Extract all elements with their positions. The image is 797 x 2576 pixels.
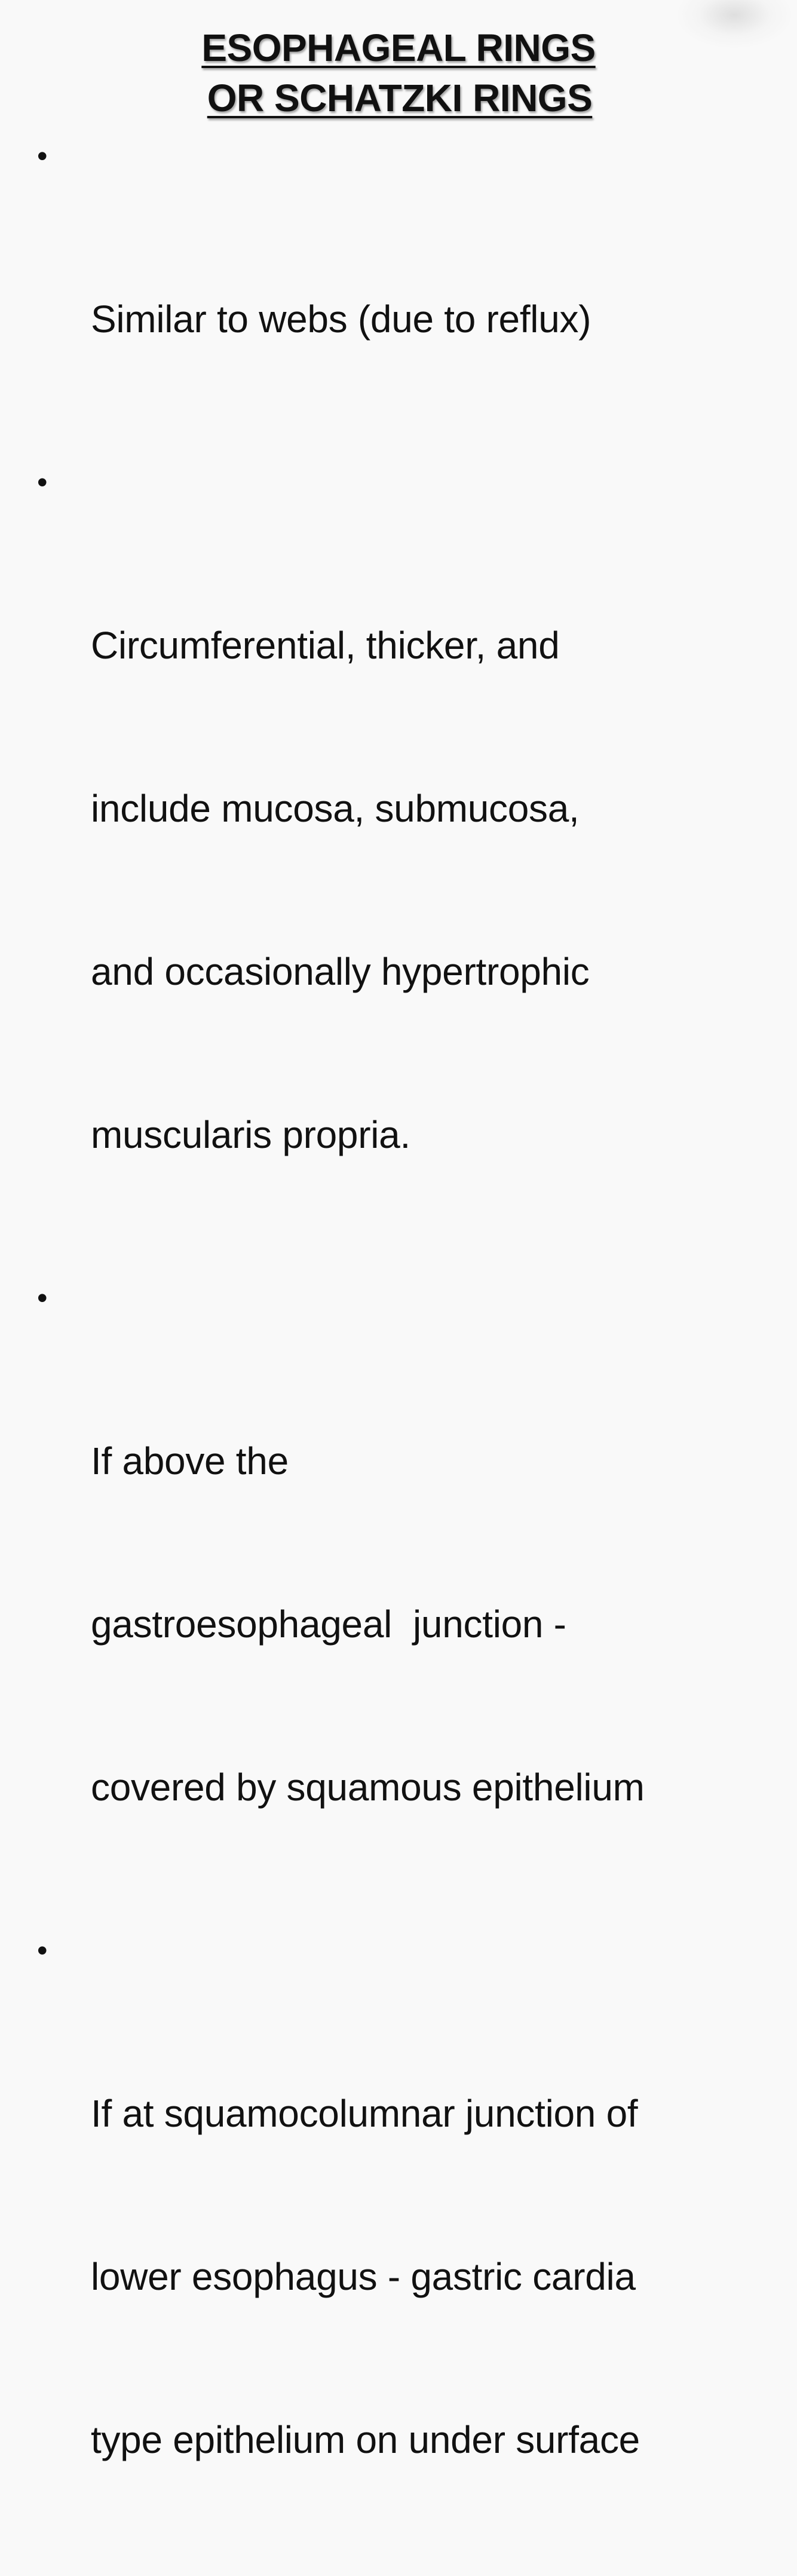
bullet-item (0, 1923, 797, 2576)
slide-title (0, 23, 797, 123)
bullet-item (0, 129, 797, 455)
bullet-dot-icon: • (37, 1281, 48, 1315)
title-line-2: OR SCHATZKI RINGS (207, 76, 593, 120)
bullet-item (0, 1271, 797, 1923)
title-line-1: ESOPHAGEAL RINGS (201, 26, 596, 69)
bullet-dot-icon: • (37, 139, 48, 173)
bullet-dot-icon: • (37, 465, 48, 499)
bullet-text-line: and occasionally hypertrophic (91, 950, 590, 993)
bullet-dot-icon: • (37, 1934, 48, 1967)
bullet-text-line: Circumferential, thicker, and (91, 624, 560, 667)
bullet-text-line: Similar to webs (due to reflux) (91, 298, 591, 341)
bullet-text-line: include mucosa, submucosa, (91, 787, 580, 830)
bullet-text-line: covered by squamous epithelium (91, 1766, 645, 1809)
bullet-list (0, 129, 797, 2576)
bullet-text-line: If at squamocolumnar junction of (91, 2092, 638, 2135)
bullet-text-line: gastroesophageal junction - (91, 1603, 566, 1646)
bullet-text-line: type epithelium on under surface (91, 2418, 640, 2461)
bullet-text-line: muscularis propria. (91, 1113, 410, 1156)
bullet-text-line: If above the (91, 1439, 289, 1482)
bullet-item (0, 455, 797, 1271)
bullet-text-line: lower esophagus - gastric cardia (91, 2255, 636, 2298)
